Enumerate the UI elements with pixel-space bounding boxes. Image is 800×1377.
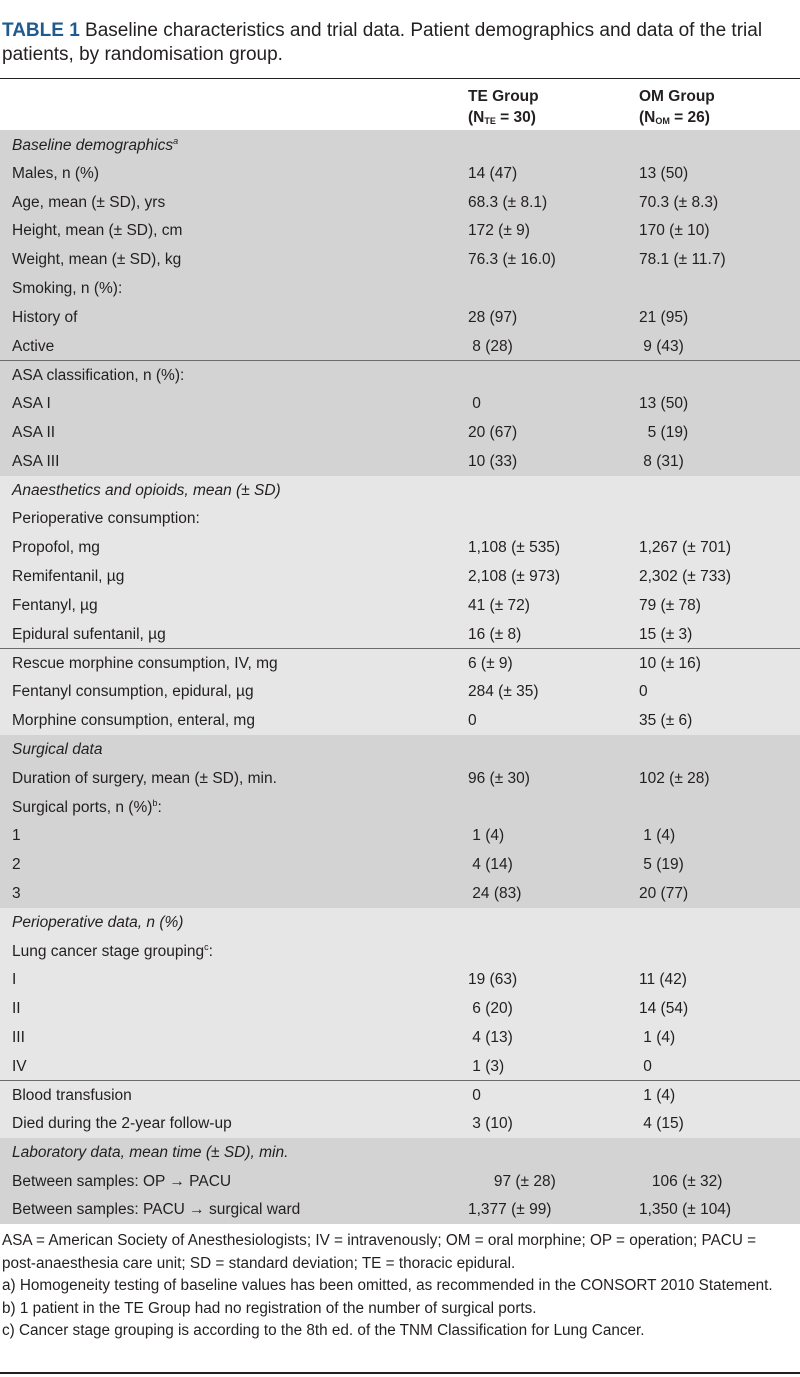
table-row xyxy=(0,188,800,217)
table-row xyxy=(0,562,800,591)
table-row xyxy=(0,706,800,735)
row-label: I xyxy=(12,971,17,989)
table-row xyxy=(0,533,800,562)
om-value: 106 (± 32) xyxy=(639,1172,723,1190)
te-value: 20 (67) xyxy=(468,423,518,441)
te-value: 284 (± 35) xyxy=(468,683,539,701)
om-value: 10 (± 16) xyxy=(639,655,701,673)
footnote-b: b) 1 patient in the TE Group had no registration of the number of surgical ports. xyxy=(2,1299,537,1317)
table-caption xyxy=(2,19,792,67)
te-value: 0 xyxy=(468,395,481,413)
row-label: Weight, mean (± SD), kg xyxy=(12,251,182,269)
om-value: 5 (19) xyxy=(639,855,684,873)
table-row xyxy=(0,504,800,533)
table-row xyxy=(0,648,800,677)
table-row xyxy=(0,447,800,476)
row-label: Lung cancer stage grouping$^c$: xyxy=(12,942,213,961)
row-label: Morphine consumption, enteral, mg xyxy=(12,711,255,729)
data-table xyxy=(0,130,800,1224)
om-value: 170 (± 10) xyxy=(639,222,710,240)
table-row xyxy=(0,1167,800,1196)
om-value: 20 (77) xyxy=(639,884,689,902)
te-value: 8 (28) xyxy=(468,337,513,355)
table-row xyxy=(0,1023,800,1052)
om-value: 102 (± 28) xyxy=(639,769,710,787)
table-row xyxy=(0,389,800,418)
table-row xyxy=(0,303,800,332)
te-value: 3 (10) xyxy=(468,1115,513,1133)
row-label: Smoking, n (%): xyxy=(12,279,123,297)
om-value: 1 (4) xyxy=(639,1028,676,1046)
row-label: ASA III xyxy=(12,452,60,470)
table-row xyxy=(0,821,800,850)
te-value: 1,377 (± 99) xyxy=(468,1201,552,1219)
te-value: 14 (47) xyxy=(468,164,518,182)
table-row xyxy=(0,216,800,245)
te-value: 19 (63) xyxy=(468,971,518,989)
om-value: 2,302 (± 733) xyxy=(639,567,732,585)
row-label: Between samples: PACU → surgical ward xyxy=(12,1201,301,1219)
om-value: 78.1 (± 11.7) xyxy=(639,251,726,269)
section-heading-row xyxy=(0,476,800,505)
te-value: 76.3 (± 16.0) xyxy=(468,251,556,269)
row-label: Died during the 2-year follow-up xyxy=(12,1115,232,1133)
table-row xyxy=(0,677,800,706)
table-row xyxy=(0,764,800,793)
om-value: 79 (± 78) xyxy=(639,596,701,614)
bottom-rule xyxy=(0,1372,800,1374)
table-row xyxy=(0,620,800,649)
om-value: 13 (50) xyxy=(639,164,689,182)
top-rule xyxy=(0,78,800,79)
row-label: Baseline demographics$^a$ xyxy=(12,136,179,154)
table-row xyxy=(0,418,800,447)
row-label: Fentanyl consumption, epidural, µg xyxy=(12,683,254,701)
table-row xyxy=(0,245,800,274)
table-row xyxy=(0,1080,800,1109)
om-header-title: OM Group xyxy=(639,88,715,105)
section-heading-row xyxy=(0,130,800,159)
table-footnotes xyxy=(2,1230,792,1343)
row-label: Surgical ports, n (%)$^b$: xyxy=(12,798,162,817)
row-label: ASA II xyxy=(12,423,56,441)
table-label: TABLE 1 xyxy=(2,20,80,41)
te-value: 6 (± 9) xyxy=(468,655,513,673)
row-label: ASA I xyxy=(12,395,51,413)
row-label: Perioperative consumption: xyxy=(12,510,200,528)
row-label: Laboratory data, mean time (± SD), min. xyxy=(12,1143,289,1161)
om-value: 21 (95) xyxy=(639,308,689,326)
row-label: ASA classification, n (%): xyxy=(12,367,185,385)
om-value: 1,267 (± 701) xyxy=(639,539,732,557)
row-label: Age, mean (± SD), yrs xyxy=(12,193,166,211)
om-value: 4 (15) xyxy=(639,1115,684,1133)
table-row xyxy=(0,274,800,303)
table-row xyxy=(0,792,800,821)
om-value: 8 (31) xyxy=(639,452,684,470)
om-header-count: $(N_{OM} = 26)$ xyxy=(639,109,710,126)
table-row xyxy=(0,994,800,1023)
row-label: 2 xyxy=(12,855,21,873)
te-value: 6 (20) xyxy=(468,999,513,1017)
row-label: Males, n (%) xyxy=(12,164,99,182)
te-header-title: TE Group xyxy=(468,88,539,105)
table-row xyxy=(0,159,800,188)
row-label: Propofol, mg xyxy=(12,539,100,557)
te-value: 10 (33) xyxy=(468,452,518,470)
om-value: 1 (4) xyxy=(639,1087,676,1105)
om-value: 11 (42) xyxy=(639,971,687,989)
row-label: II xyxy=(12,999,21,1017)
footnote-c: c) Cancer stage grouping is according to the 8th ed. of the TNM Classification for Lung Cancer. xyxy=(2,1322,645,1340)
row-label: Epidural sufentanil, µg xyxy=(12,625,166,643)
te-value: 172 (± 9) xyxy=(468,222,530,240)
row-label: Duration of surgery, mean (± SD), min. xyxy=(12,769,277,787)
om-value: 13 (50) xyxy=(639,395,689,413)
row-label: 3 xyxy=(12,884,21,902)
table-row xyxy=(0,1052,800,1081)
om-value: 0 xyxy=(639,683,648,701)
om-value: 9 (43) xyxy=(639,337,684,355)
row-label: Surgical data xyxy=(12,740,103,758)
te-value: 1,108 (± 535) xyxy=(468,539,561,557)
te-header-count: $(N_{TE} = 30)$ xyxy=(468,109,536,126)
section-heading-row xyxy=(0,1138,800,1167)
row-label: History of xyxy=(12,308,78,326)
te-value: 24 (83) xyxy=(468,884,522,902)
om-value: 5 (19) xyxy=(639,423,689,441)
te-value: 68.3 (± 8.1) xyxy=(468,193,548,211)
table-row xyxy=(0,936,800,965)
te-value: 0 xyxy=(468,711,477,729)
te-value: 16 (± 8) xyxy=(468,625,522,643)
row-label: Between samples: OP → PACU xyxy=(12,1172,232,1190)
om-value: 1,350 (± 104) xyxy=(639,1201,732,1219)
table-caption-text: Baseline characteristics and trial data. Patient demographics and data of the trial patients, by randomisation group. xyxy=(2,20,763,65)
te-value: 97 (± 28) xyxy=(468,1172,556,1190)
row-label: 1 xyxy=(12,827,21,845)
om-value: 35 (± 6) xyxy=(639,711,693,729)
om-value: 0 xyxy=(639,1057,652,1075)
te-value: 4 (14) xyxy=(468,855,513,873)
row-label: Blood transfusion xyxy=(12,1087,132,1105)
section-heading-row xyxy=(0,735,800,764)
table-row xyxy=(0,850,800,879)
column-header-om xyxy=(639,86,715,132)
row-label: Perioperative data, n (%) xyxy=(12,913,184,931)
te-value: 2,108 (± 973) xyxy=(468,567,561,585)
table-row xyxy=(0,591,800,620)
row-label: Active xyxy=(12,337,55,355)
te-value: 0 xyxy=(468,1087,481,1105)
row-label: Fentanyl, µg xyxy=(12,596,98,614)
column-header-te xyxy=(468,86,539,132)
te-value: 96 (± 30) xyxy=(468,769,530,787)
section-heading-row xyxy=(0,908,800,937)
footnote-a: a) Homogeneity testing of baseline values has been omitted, as recommended in the CONSORT 2010 Statement. xyxy=(2,1277,773,1295)
te-value: 4 (13) xyxy=(468,1028,513,1046)
table-row xyxy=(0,1195,800,1224)
table-row xyxy=(0,1109,800,1138)
om-value: 15 (± 3) xyxy=(639,625,693,643)
table-row xyxy=(0,360,800,389)
row-label: Rescue morphine consumption, IV, mg xyxy=(12,655,278,673)
row-label: Remifentanil, µg xyxy=(12,567,125,585)
om-value: 14 (54) xyxy=(639,999,689,1017)
te-value: 1 (4) xyxy=(468,827,505,845)
row-label: III xyxy=(12,1028,25,1046)
table-row xyxy=(0,965,800,994)
table-row xyxy=(0,879,800,908)
om-value: 1 (4) xyxy=(639,827,676,845)
row-label: Anaesthetics and opioids, mean (± SD) xyxy=(12,481,281,499)
te-value: 28 (97) xyxy=(468,308,518,326)
te-value: 41 (± 72) xyxy=(468,596,530,614)
row-label: Height, mean (± SD), cm xyxy=(12,222,183,240)
table-row xyxy=(0,332,800,361)
te-value: 1 (3) xyxy=(468,1057,505,1075)
om-value: 70.3 (± 8.3) xyxy=(639,193,719,211)
footnote-abbreviations: ASA = American Society of Anesthesiologists; IV = intravenously; OM = oral morphine; OP = operation; PACU = post-anaesthesia care unit; SD = standard deviation; TE = thoracic epidural. xyxy=(2,1232,757,1272)
row-label: IV xyxy=(12,1057,27,1075)
